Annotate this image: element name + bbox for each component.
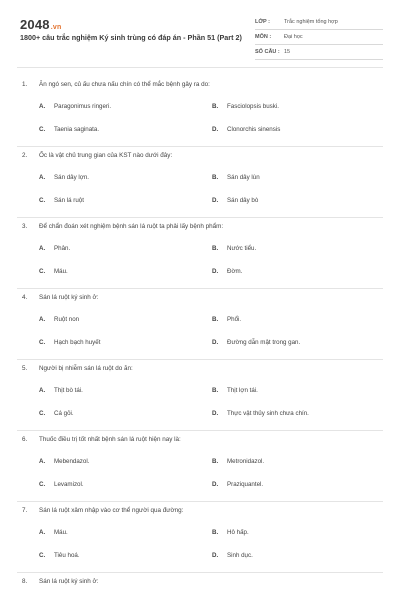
answer-option[interactable] [39,552,80,559]
meta-row-subject [255,30,383,45]
answer-option[interactable] [39,268,68,275]
answer-option[interactable] [39,197,84,204]
option-text: Sán dây lợn. [54,174,90,181]
option-text: Thực vật thủy sinh chưa chín. [227,410,309,417]
option-letter: D. [212,339,219,346]
answer-option[interactable] [212,387,258,394]
answer-option[interactable] [39,245,70,252]
option-text: Thịt lợn tái. [227,387,258,394]
answer-option[interactable] [212,245,256,252]
meta-value: 15 [284,49,291,55]
option-text: Mebendazol. [54,458,90,465]
question-number: 8. [22,578,28,585]
answer-option[interactable] [212,316,241,323]
question-divider [17,217,383,218]
option-text: Cá gỏi. [54,410,74,417]
option-text: Hạch bạch huyết [54,339,101,346]
option-letter: B. [212,103,219,110]
option-text: Phổi. [227,316,242,323]
meta-panel [255,15,383,60]
question-text: Ốc là vật chủ trung gian của KST nào dưới đây: [39,152,173,159]
option-text: Máu. [54,529,68,536]
answer-option[interactable] [39,458,89,465]
option-letter: B. [212,174,219,181]
option-letter: A. [39,103,46,110]
answer-option[interactable] [39,410,74,417]
question-text: Để chẩn đoán xét nghiệm bệnh sán lá ruột ta phải lấy bệnh phẩm: [39,223,224,230]
question-number: 2. [22,152,28,159]
answer-option[interactable] [212,126,280,133]
option-text: Fasciolopsis buski. [227,103,279,110]
question-text: Sán lá ruột ký sinh ở: [39,294,99,301]
option-letter: D. [212,552,219,559]
option-letter: C. [39,481,46,488]
question-text: Người bị nhiễm sán lá ruột do ăn: [39,365,133,372]
answer-option[interactable] [212,174,260,181]
meta-value: Trắc nghiệm tổng hợp [284,19,338,25]
question-number: 5. [22,365,28,372]
option-text: Praziquantel. [227,481,264,488]
option-text: Hô hấp. [227,529,249,536]
header-divider [17,67,383,68]
answer-option[interactable] [39,339,100,346]
option-text: Phân. [54,245,71,252]
question-divider [17,359,383,360]
option-text: Sinh dục. [227,552,253,559]
option-letter: B. [212,458,219,465]
option-text: Sán dây bò [227,197,259,204]
option-text: Ruột non [54,316,80,323]
option-text: Nước tiểu. [227,245,257,252]
question-number: 4. [22,294,28,301]
option-text: Đờm. [227,268,243,275]
question-divider [17,501,383,502]
answer-option[interactable] [39,387,83,394]
question-number: 3. [22,223,28,230]
option-letter: C. [39,552,46,559]
page-title: 1800+ câu trắc nghiệm Ký sinh trùng có đáp án - Phần 51 (Part 2) [20,33,242,42]
answer-option[interactable] [212,339,300,346]
question-divider [17,572,383,573]
question-text: Ăn ngó sen, củ ấu chưa nấu chín có thể mắc bệnh gây ra do: [39,81,210,88]
answer-option[interactable] [39,316,79,323]
question-divider [17,430,383,431]
meta-key: MÔN : [255,34,272,40]
option-letter: D. [212,126,219,133]
answer-option[interactable] [212,268,242,275]
option-letter: C. [39,197,46,204]
option-letter: A. [39,245,46,252]
option-letter: A. [39,387,46,394]
option-text: Sán dây lùn [227,174,260,181]
option-letter: C. [39,268,46,275]
question-divider [17,146,383,147]
option-letter: D. [212,197,219,204]
meta-value: Đại học [284,34,303,40]
meta-key: LỚP : [255,19,270,25]
option-text: Taenia saginata. [54,126,100,133]
option-letter: B. [212,245,219,252]
option-text: Metronidazol. [227,458,265,465]
answer-option[interactable] [212,552,253,559]
option-letter: B. [212,387,219,394]
question-text: Thuốc điều trị tốt nhất bệnh sán lá ruột hiện nay là: [39,436,181,443]
question-number: 6. [22,436,28,443]
option-text: Clonorchis sinensis [227,126,281,133]
answer-option[interactable] [212,410,309,417]
option-letter: A. [39,174,46,181]
option-letter: C. [39,126,46,133]
question-number: 1. [22,81,28,88]
option-letter: D. [212,481,219,488]
answer-option[interactable] [39,529,68,536]
answer-option[interactable] [212,197,258,204]
question-number: 7. [22,507,28,514]
option-letter: D. [212,268,219,275]
meta-row-class [255,15,383,30]
option-letter: C. [39,339,46,346]
answer-option[interactable] [212,529,249,536]
answer-option[interactable] [212,481,263,488]
option-letter: A. [39,316,46,323]
option-letter: D. [212,410,219,417]
option-text: Thịt bò tái. [54,387,83,394]
answer-option[interactable] [39,103,111,110]
answer-option[interactable] [212,103,279,110]
question-text: Sán lá ruột ký sinh ở: [39,578,99,585]
option-text: Tiêu hoá. [54,552,80,559]
logo-text: 2048 [20,17,50,32]
option-letter: A. [39,458,46,465]
answer-option[interactable] [39,174,89,181]
option-text: Đường dẫn mật trong gan. [227,339,301,346]
answer-option[interactable] [39,481,84,488]
option-letter: B. [212,316,219,323]
option-text: Máu. [54,268,68,275]
meta-key: SỐ CÂU : [255,49,280,55]
question-text: Sán lá ruột xâm nhập vào cơ thể người qua đường: [39,507,184,514]
option-text: Levamizol. [54,481,84,488]
question-divider [17,288,383,289]
option-letter: A. [39,529,46,536]
option-text: Sán lá ruột [54,197,84,204]
option-letter: C. [39,410,46,417]
answer-option[interactable] [39,126,99,133]
logo-tld: .vn [50,24,62,31]
site-logo[interactable] [20,17,61,32]
meta-row-count [255,45,383,60]
option-letter: B. [212,529,219,536]
option-text: Paragonimus ringeri. [54,103,112,110]
answer-option[interactable] [212,458,264,465]
